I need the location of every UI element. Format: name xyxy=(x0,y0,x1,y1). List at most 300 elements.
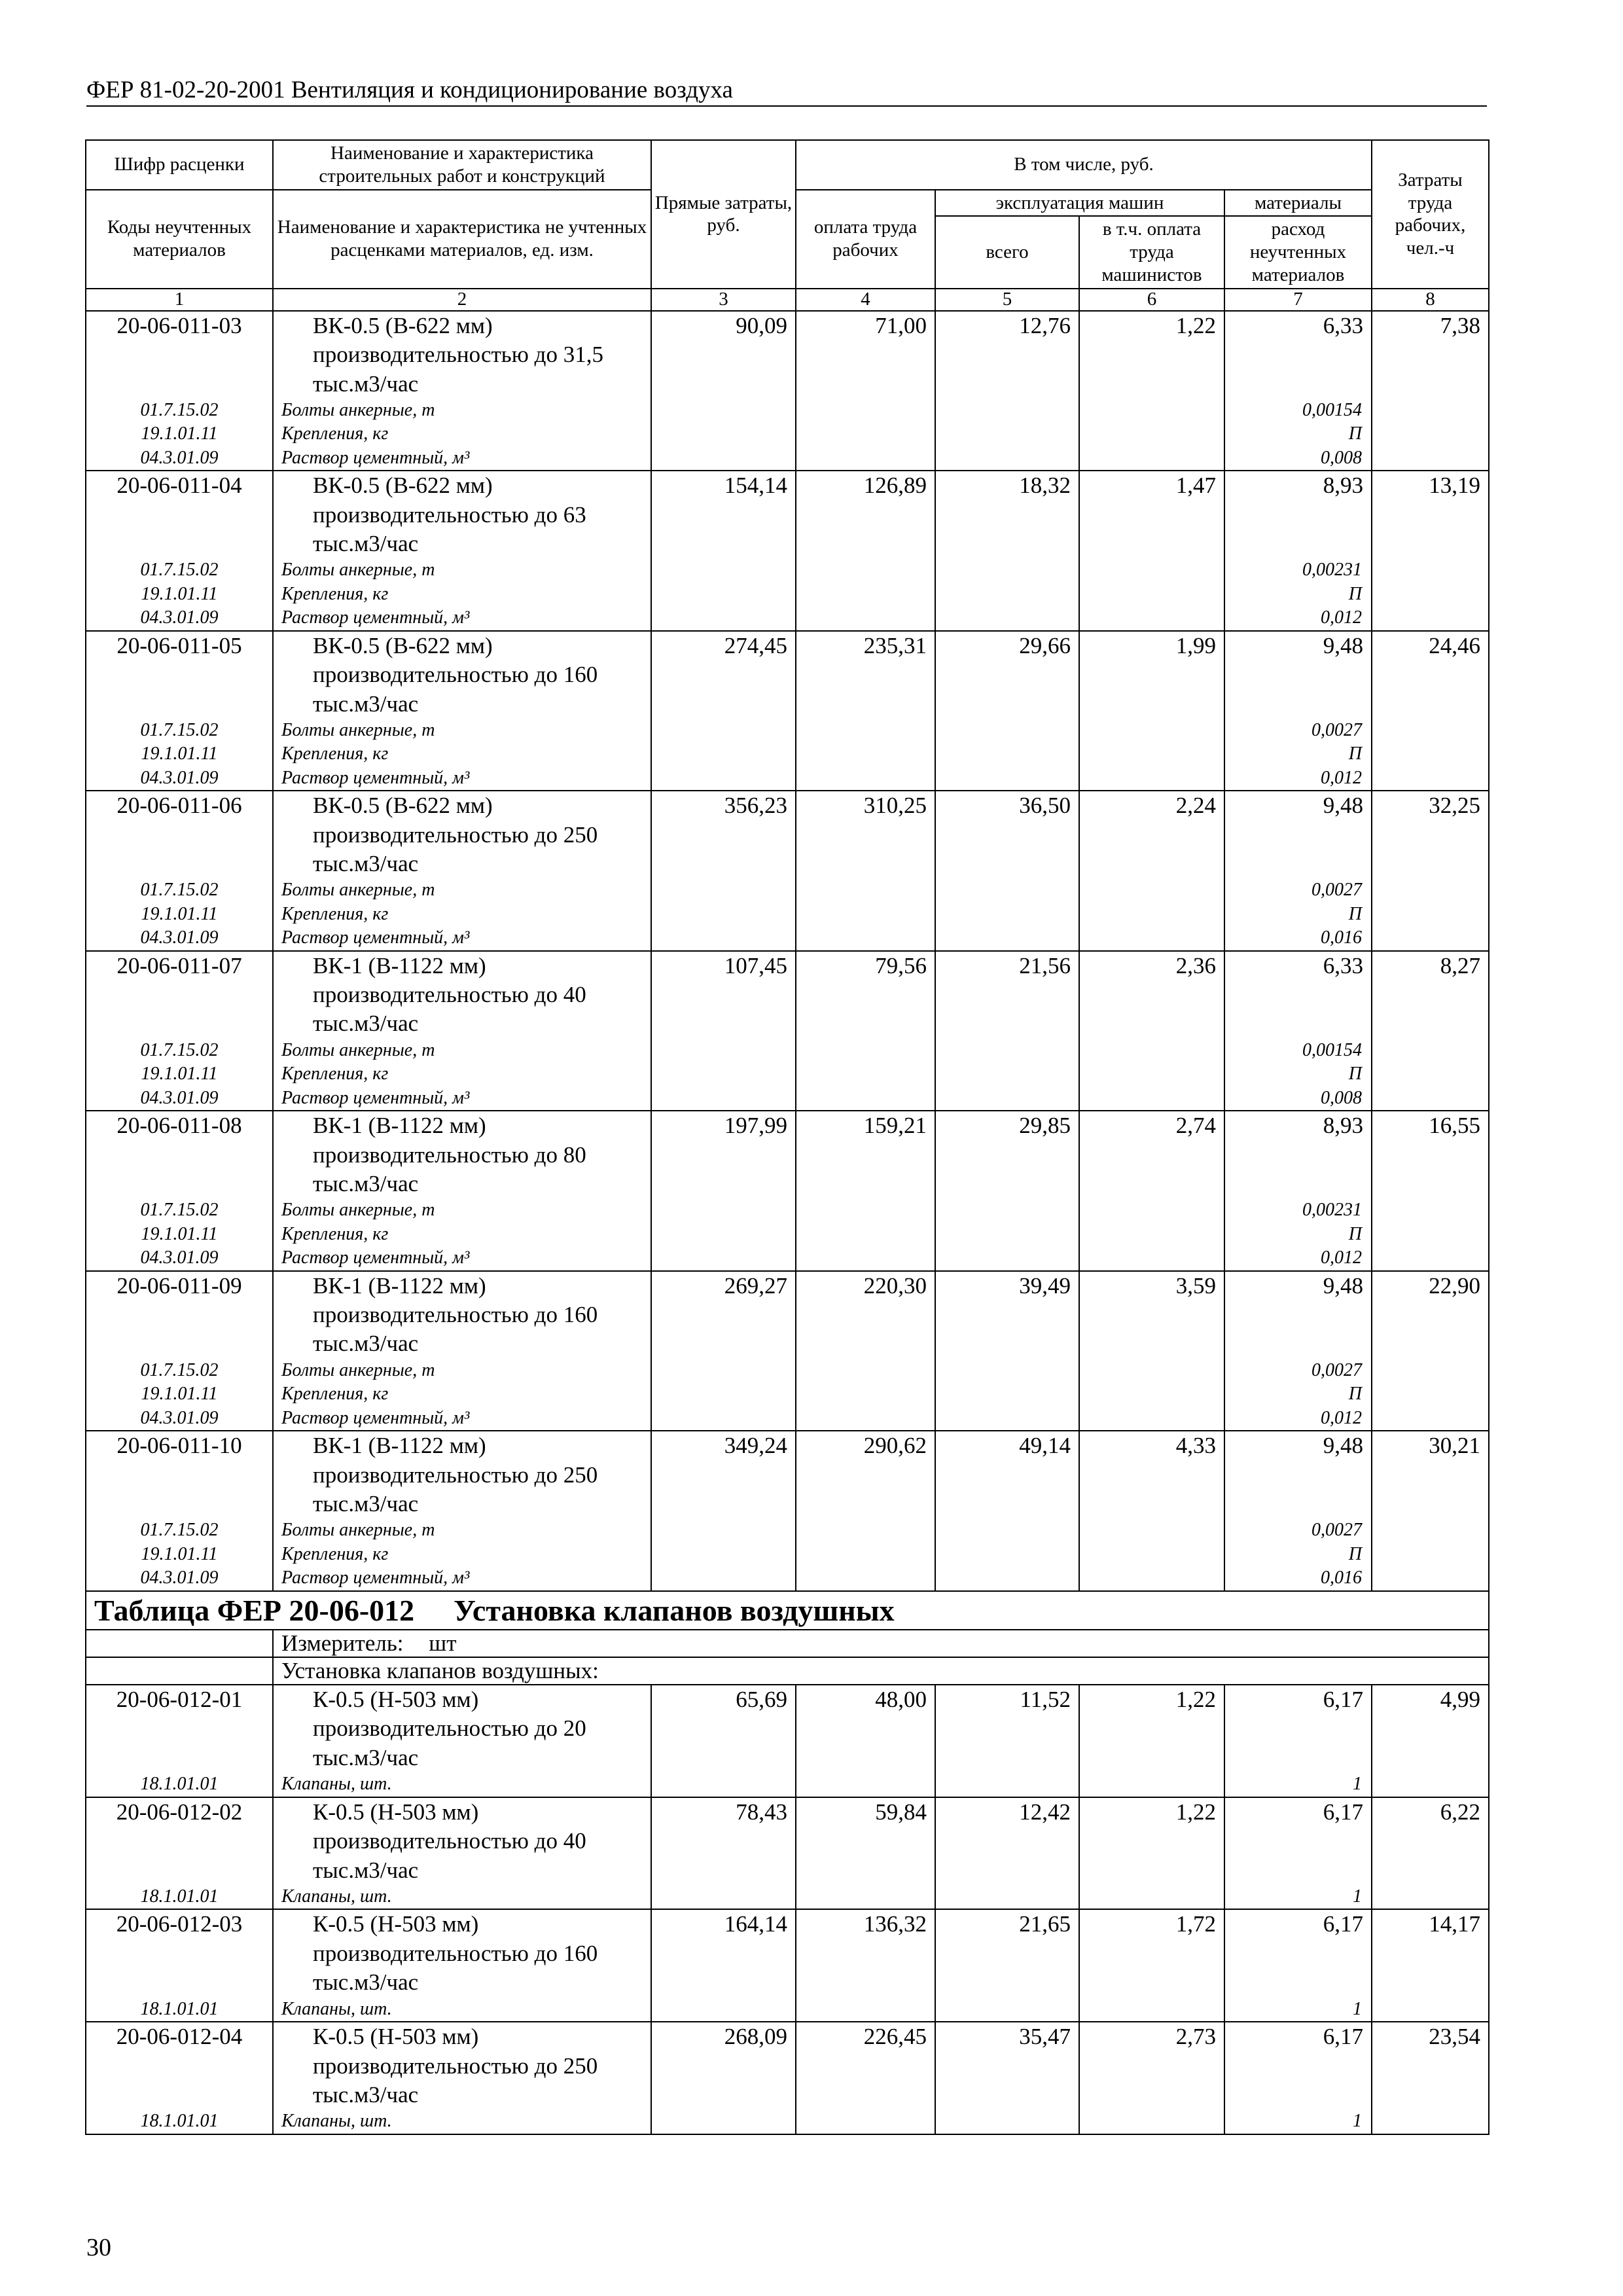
empty-cell xyxy=(796,719,935,742)
rate-name-line: производительностью до 31,5 xyxy=(313,342,603,368)
material-name: Крепления, кг xyxy=(273,583,651,606)
rate-name xyxy=(273,1111,651,1198)
material-use: П xyxy=(1224,1223,1372,1246)
rate-row xyxy=(86,1797,1489,1885)
material-name: Крепления, кг xyxy=(273,1223,651,1246)
empty-cell xyxy=(796,1039,935,1062)
material-use: 1 xyxy=(1224,1998,1372,2022)
material-use: 1 xyxy=(1224,2109,1372,2134)
empty-cell xyxy=(935,766,1079,791)
empty-cell xyxy=(1372,1885,1489,1909)
empty-cell xyxy=(1372,1998,1489,2022)
material-use: 0,0027 xyxy=(1224,719,1372,742)
material-name: Крепления, кг xyxy=(273,422,651,446)
material-name: Болты анкерные, т xyxy=(273,1518,651,1542)
rate-name xyxy=(273,1271,651,1359)
empty-cell xyxy=(651,926,796,950)
material-name: Раствор цементный, м³ xyxy=(273,1566,651,1590)
empty-cell xyxy=(1079,606,1224,630)
material-row xyxy=(86,1772,1489,1797)
rate-name-line: производительностью до 63 xyxy=(313,501,586,528)
rate-name-line: производительностью до 160 xyxy=(313,1302,598,1328)
material-name: Болты анкерные, т xyxy=(273,1198,651,1222)
empty-cell xyxy=(796,1543,935,1566)
empty-cell xyxy=(935,1518,1079,1542)
material-name: Крепления, кг xyxy=(273,1543,651,1566)
empty-cell xyxy=(935,1086,1079,1111)
material-row xyxy=(86,399,1489,422)
rate-code: 20-06-011-09 xyxy=(86,1271,273,1359)
empty-cell xyxy=(935,606,1079,630)
empty-cell xyxy=(1079,2109,1224,2134)
materials-cost: 6,17 xyxy=(1224,1797,1372,1885)
col-machines-header: эксплуатация машин xyxy=(935,190,1224,217)
col-direct-header: Прямые затраты, руб. xyxy=(651,140,796,289)
rate-code: 20-06-011-04 xyxy=(86,471,273,558)
empty-cell xyxy=(796,1518,935,1542)
empty-cell xyxy=(935,399,1079,422)
empty-cell xyxy=(651,1198,796,1222)
material-code: 04.3.01.09 xyxy=(86,446,273,471)
col-number: 2 xyxy=(273,289,651,311)
material-row xyxy=(86,1086,1489,1111)
empty-cell xyxy=(1079,1518,1224,1542)
empty-cell xyxy=(651,583,796,606)
rate-name-line: тыс.м3/час xyxy=(313,691,419,717)
column-numbers-row xyxy=(86,289,1489,311)
material-code: 04.3.01.09 xyxy=(86,1086,273,1111)
empty-cell xyxy=(1372,903,1489,926)
rate-name-line: ВК-1 (В-1122 мм) xyxy=(313,1433,486,1459)
material-row xyxy=(86,1518,1489,1542)
rate-name-line: производительностью до 250 xyxy=(313,821,598,848)
empty-cell xyxy=(796,878,935,902)
labor-cost: 32,25 xyxy=(1372,791,1489,878)
rate-name xyxy=(273,1685,651,1772)
material-code: 04.3.01.09 xyxy=(86,766,273,791)
material-row xyxy=(86,1885,1489,1909)
empty-cell xyxy=(651,1566,796,1590)
material-name: Крепления, кг xyxy=(273,1062,651,1086)
rate-code: 20-06-011-10 xyxy=(86,1431,273,1518)
empty-cell xyxy=(796,742,935,766)
material-code: 01.7.15.02 xyxy=(86,1518,273,1542)
empty-cell xyxy=(651,446,796,471)
rate-name-line: ВК-0.5 (В-622 мм) xyxy=(313,312,493,338)
col-number: 5 xyxy=(935,289,1079,311)
rate-name xyxy=(273,1431,651,1518)
material-use: 0,016 xyxy=(1224,926,1372,950)
material-use: П xyxy=(1224,1382,1372,1406)
empty-cell xyxy=(1372,1382,1489,1406)
direct-cost: 65,69 xyxy=(651,1685,796,1772)
empty-cell xyxy=(935,1382,1079,1406)
material-name: Клапаны, шт. xyxy=(273,1885,651,1909)
rate-row xyxy=(86,2022,1489,2109)
rate-name-line: производительностью до 160 xyxy=(313,662,598,688)
rate-row xyxy=(86,631,1489,719)
empty-cell xyxy=(1079,1407,1224,1431)
material-name: Клапаны, шт. xyxy=(273,1772,651,1797)
empty-cell xyxy=(651,399,796,422)
rate-row xyxy=(86,311,1489,399)
direct-cost: 274,45 xyxy=(651,631,796,719)
empty-cell xyxy=(651,1246,796,1270)
labor-cost: 6,22 xyxy=(1372,1797,1489,1885)
empty-cell xyxy=(935,558,1079,582)
material-name: Болты анкерные, т xyxy=(273,1359,651,1382)
labor-cost: 23,54 xyxy=(1372,2022,1489,2109)
col-cipher-header: Шифр расценки xyxy=(86,140,273,190)
col-workers-pay-header: оплата труда рабочих xyxy=(796,190,935,289)
empty-cell xyxy=(1372,878,1489,902)
rate-code: 20-06-012-03 xyxy=(86,1909,273,1997)
material-row xyxy=(86,719,1489,742)
rate-code: 20-06-011-03 xyxy=(86,311,273,399)
material-use: 0,00231 xyxy=(1224,1198,1372,1222)
empty-cell xyxy=(1079,1382,1224,1406)
empty-cell xyxy=(1079,1885,1224,1909)
rate-name-line: ВК-1 (В-1122 мм) xyxy=(313,1113,486,1139)
rate-code: 20-06-011-06 xyxy=(86,791,273,878)
material-name: Раствор цементный, м³ xyxy=(273,926,651,950)
machinists-pay: 1,22 xyxy=(1079,1797,1224,1885)
materials-cost: 9,48 xyxy=(1224,631,1372,719)
rate-row xyxy=(86,1271,1489,1359)
rate-code: 20-06-012-04 xyxy=(86,2022,273,2109)
material-name: Крепления, кг xyxy=(273,903,651,926)
material-code: 19.1.01.11 xyxy=(86,1223,273,1246)
empty-cell xyxy=(935,1885,1079,1909)
rate-name xyxy=(273,791,651,878)
empty-cell xyxy=(796,1382,935,1406)
empty-cell xyxy=(1372,558,1489,582)
empty-cell xyxy=(1079,742,1224,766)
material-code: 18.1.01.01 xyxy=(86,1772,273,1797)
material-use: 0,00154 xyxy=(1224,1039,1372,1062)
rate-code: 20-06-011-05 xyxy=(86,631,273,719)
empty-cell xyxy=(935,1198,1079,1222)
empty-cell xyxy=(1372,1039,1489,1062)
empty-cell xyxy=(935,1246,1079,1270)
section-title: Установка клапанов воздушных: xyxy=(273,1657,1489,1685)
materials-cost: 9,48 xyxy=(1224,1271,1372,1359)
empty-cell xyxy=(935,926,1079,950)
empty-cell xyxy=(1372,2109,1489,2134)
material-use: 0,012 xyxy=(1224,606,1372,630)
machines-total: 18,32 xyxy=(935,471,1079,558)
material-code: 04.3.01.09 xyxy=(86,1246,273,1270)
labor-cost: 22,90 xyxy=(1372,1271,1489,1359)
machinists-pay: 1,22 xyxy=(1079,1685,1224,1772)
empty-cell xyxy=(796,1086,935,1111)
empty-cell xyxy=(1372,742,1489,766)
empty-cell xyxy=(1079,1062,1224,1086)
material-name: Клапаны, шт. xyxy=(273,2109,651,2134)
material-row xyxy=(86,1543,1489,1566)
materials-cost: 8,93 xyxy=(1224,1111,1372,1198)
col-number: 7 xyxy=(1224,289,1372,311)
empty-cell xyxy=(1372,1407,1489,1431)
material-code: 04.3.01.09 xyxy=(86,926,273,950)
rate-code: 20-06-011-08 xyxy=(86,1111,273,1198)
rate-name xyxy=(273,1797,651,1885)
rate-name-line: тыс.м3/час xyxy=(313,1170,419,1196)
material-code: 18.1.01.01 xyxy=(86,1998,273,2022)
empty-cell xyxy=(935,422,1079,446)
empty-cell xyxy=(1372,1223,1489,1246)
workers-pay: 220,30 xyxy=(796,1271,935,1359)
material-row xyxy=(86,1359,1489,1382)
col-machines-total-header: всего xyxy=(935,216,1079,288)
empty-cell xyxy=(796,558,935,582)
empty-cell xyxy=(796,1566,935,1590)
direct-cost: 197,99 xyxy=(651,1111,796,1198)
empty-cell xyxy=(796,903,935,926)
empty-cell xyxy=(651,1382,796,1406)
material-use: 1 xyxy=(1224,1772,1372,1797)
machinists-pay: 1,99 xyxy=(1079,631,1224,719)
empty-cell xyxy=(935,1998,1079,2022)
empty-cell xyxy=(1079,399,1224,422)
empty-cell xyxy=(935,719,1079,742)
col-number: 6 xyxy=(1079,289,1224,311)
empty-cell xyxy=(1079,1198,1224,1222)
empty-cell xyxy=(651,766,796,791)
direct-cost: 269,27 xyxy=(651,1271,796,1359)
empty-cell xyxy=(1079,1566,1224,1590)
materials-cost: 9,48 xyxy=(1224,1431,1372,1518)
rate-code: 20-06-012-02 xyxy=(86,1797,273,1885)
machinists-pay: 1,22 xyxy=(1079,311,1224,399)
direct-cost: 164,14 xyxy=(651,1909,796,1997)
empty-cell xyxy=(1079,926,1224,950)
material-code: 18.1.01.01 xyxy=(86,2109,273,2134)
empty-cell xyxy=(1079,583,1224,606)
empty-cell xyxy=(1372,422,1489,446)
material-code: 18.1.01.01 xyxy=(86,1885,273,1909)
col-materials-header: материалы xyxy=(1224,190,1372,217)
empty-cell xyxy=(651,606,796,630)
empty-cell xyxy=(651,1543,796,1566)
rate-code: 20-06-012-01 xyxy=(86,1685,273,1772)
rate-name-line: тыс.м3/час xyxy=(313,2082,419,2108)
machines-total: 12,42 xyxy=(935,1797,1079,1885)
rate-name-line: ВК-0.5 (В-622 мм) xyxy=(313,793,493,819)
machinists-pay: 1,47 xyxy=(1079,471,1224,558)
direct-cost: 90,09 xyxy=(651,311,796,399)
col-number: 3 xyxy=(651,289,796,311)
empty-cell xyxy=(935,1039,1079,1062)
empty-cell xyxy=(935,1543,1079,1566)
empty-cell xyxy=(1079,422,1224,446)
empty-cell xyxy=(1372,926,1489,950)
rate-row xyxy=(86,1909,1489,1997)
machines-total: 11,52 xyxy=(935,1685,1079,1772)
col-work-name-header: Наименование и характеристика строительных работ и конструкций xyxy=(273,140,651,190)
table-012-header xyxy=(86,1591,1489,1685)
empty-cell xyxy=(1079,558,1224,582)
material-row xyxy=(86,1566,1489,1590)
workers-pay: 71,00 xyxy=(796,311,935,399)
materials-cost: 6,33 xyxy=(1224,951,1372,1039)
empty-cell xyxy=(796,2109,935,2134)
empty-cell xyxy=(1079,1772,1224,1797)
rate-row xyxy=(86,1685,1489,1772)
workers-pay: 226,45 xyxy=(796,2022,935,2109)
rate-name-line: производительностью до 40 xyxy=(313,982,586,1008)
table-title: Таблица ФЕР 20-06-012 xyxy=(94,1593,415,1627)
material-row xyxy=(86,1039,1489,1062)
material-name: Раствор цементный, м³ xyxy=(273,1407,651,1431)
material-name: Крепления, кг xyxy=(273,1382,651,1406)
empty-cell xyxy=(796,926,935,950)
workers-pay: 290,62 xyxy=(796,1431,935,1518)
empty-cell xyxy=(796,446,935,471)
col-materials-use-header: расход неучтенных материалов xyxy=(1224,216,1372,288)
col-labor-header: Затраты труда рабочих, чел.-ч xyxy=(1372,140,1489,289)
empty-cell xyxy=(935,1407,1079,1431)
workers-pay: 126,89 xyxy=(796,471,935,558)
material-name: Болты анкерные, т xyxy=(273,719,651,742)
materials-cost: 6,33 xyxy=(1224,311,1372,399)
material-code: 01.7.15.02 xyxy=(86,878,273,902)
material-row xyxy=(86,2109,1489,2134)
material-row xyxy=(86,742,1489,766)
empty-cell xyxy=(1372,1566,1489,1590)
rate-code: 20-06-011-07 xyxy=(86,951,273,1039)
rate-row xyxy=(86,1431,1489,1518)
page-header: ФЕР 81-02-20-2001 Вентиляция и кондиционирование воздуха xyxy=(86,76,1487,107)
material-code: 04.3.01.09 xyxy=(86,1566,273,1590)
empty-cell xyxy=(796,1998,935,2022)
machinists-pay: 2,73 xyxy=(1079,2022,1224,2109)
rate-name-line: тыс.м3/час xyxy=(313,1744,419,1770)
material-use: 0,0027 xyxy=(1224,878,1372,902)
empty-cell xyxy=(1079,1543,1224,1566)
empty-cell xyxy=(1372,766,1489,791)
material-row xyxy=(86,558,1489,582)
empty-cell xyxy=(651,1086,796,1111)
empty-cell xyxy=(651,1772,796,1797)
direct-cost: 107,45 xyxy=(651,951,796,1039)
rate-name-line: ВК-1 (В-1122 мм) xyxy=(313,1272,486,1299)
rate-name xyxy=(273,311,651,399)
materials-cost: 9,48 xyxy=(1224,791,1372,878)
empty-cell xyxy=(651,422,796,446)
empty-cell xyxy=(935,1223,1079,1246)
rate-name-line: производительностью до 40 xyxy=(313,1828,586,1854)
material-use: П xyxy=(1224,903,1372,926)
machinists-pay: 2,24 xyxy=(1079,791,1224,878)
material-code: 19.1.01.11 xyxy=(86,742,273,766)
material-name: Болты анкерные, т xyxy=(273,878,651,902)
rate-name-line: тыс.м3/час xyxy=(313,1857,419,1883)
labor-cost: 16,55 xyxy=(1372,1111,1489,1198)
empty-cell xyxy=(1372,1543,1489,1566)
machines-total: 12,76 xyxy=(935,311,1079,399)
empty-cell xyxy=(1372,1246,1489,1270)
rate-name xyxy=(273,471,651,558)
material-code: 19.1.01.11 xyxy=(86,1062,273,1086)
rate-name xyxy=(273,1909,651,1997)
rate-name-line: производительностью до 250 xyxy=(313,1462,598,1488)
materials-cost: 6,17 xyxy=(1224,1685,1372,1772)
material-name: Раствор цементный, м³ xyxy=(273,766,651,791)
material-use: П xyxy=(1224,1062,1372,1086)
material-row xyxy=(86,926,1489,950)
rate-name-line: тыс.м3/час xyxy=(313,1969,419,1996)
direct-cost: 356,23 xyxy=(651,791,796,878)
machinists-pay: 4,33 xyxy=(1079,1431,1224,1518)
material-code: 01.7.15.02 xyxy=(86,1198,273,1222)
empty-cell xyxy=(796,1359,935,1382)
material-row xyxy=(86,583,1489,606)
empty-cell xyxy=(1079,1223,1224,1246)
empty-cell xyxy=(1372,606,1489,630)
rate-name-line: тыс.м3/час xyxy=(313,1490,419,1516)
empty-cell xyxy=(935,446,1079,471)
empty-cell xyxy=(651,742,796,766)
labor-cost: 13,19 xyxy=(1372,471,1489,558)
material-row xyxy=(86,1407,1489,1431)
rate-name-line: тыс.м3/час xyxy=(313,531,419,557)
empty-cell xyxy=(796,422,935,446)
rate-name-line: К-0.5 (Н-503 мм) xyxy=(313,1687,479,1713)
empty-cell xyxy=(935,2109,1079,2134)
workers-pay: 136,32 xyxy=(796,1909,935,1997)
material-use: 0,016 xyxy=(1224,1566,1372,1590)
machines-total: 35,47 xyxy=(935,2022,1079,2109)
material-code: 04.3.01.09 xyxy=(86,1407,273,1431)
material-row xyxy=(86,606,1489,630)
rate-name xyxy=(273,2022,651,2109)
table-head xyxy=(86,140,1489,311)
material-code: 19.1.01.11 xyxy=(86,1543,273,1566)
material-use: 0,012 xyxy=(1224,1407,1372,1431)
rate-name-line: ВК-0.5 (В-622 мм) xyxy=(313,632,493,658)
empty-cell xyxy=(1372,1062,1489,1086)
workers-pay: 235,31 xyxy=(796,631,935,719)
empty-cell xyxy=(651,1062,796,1086)
material-use: 0,0027 xyxy=(1224,1518,1372,1542)
table-title-row xyxy=(86,1591,1489,1630)
material-name: Раствор цементный, м³ xyxy=(273,1246,651,1270)
empty-cell xyxy=(651,558,796,582)
empty-cell xyxy=(1372,1772,1489,1797)
direct-cost: 268,09 xyxy=(651,2022,796,2109)
material-name: Болты анкерные, т xyxy=(273,558,651,582)
empty-cell xyxy=(796,1885,935,1909)
material-row xyxy=(86,903,1489,926)
machinists-pay: 2,74 xyxy=(1079,1111,1224,1198)
empty-cell xyxy=(1372,1359,1489,1382)
meter-label: Измеритель: xyxy=(281,1630,404,1656)
machines-total: 29,66 xyxy=(935,631,1079,719)
material-use: 0,0027 xyxy=(1224,1359,1372,1382)
table-body-011 xyxy=(86,311,1489,1591)
rate-row xyxy=(86,951,1489,1039)
material-use: 1 xyxy=(1224,1885,1372,1909)
empty-cell xyxy=(1079,766,1224,791)
empty-cell xyxy=(651,1223,796,1246)
workers-pay: 79,56 xyxy=(796,951,935,1039)
rate-name xyxy=(273,631,651,719)
labor-cost: 24,46 xyxy=(1372,631,1489,719)
empty-cell xyxy=(935,1772,1079,1797)
material-use: 0,008 xyxy=(1224,1086,1372,1111)
rate-name-line: ВК-1 (В-1122 мм) xyxy=(313,952,486,978)
